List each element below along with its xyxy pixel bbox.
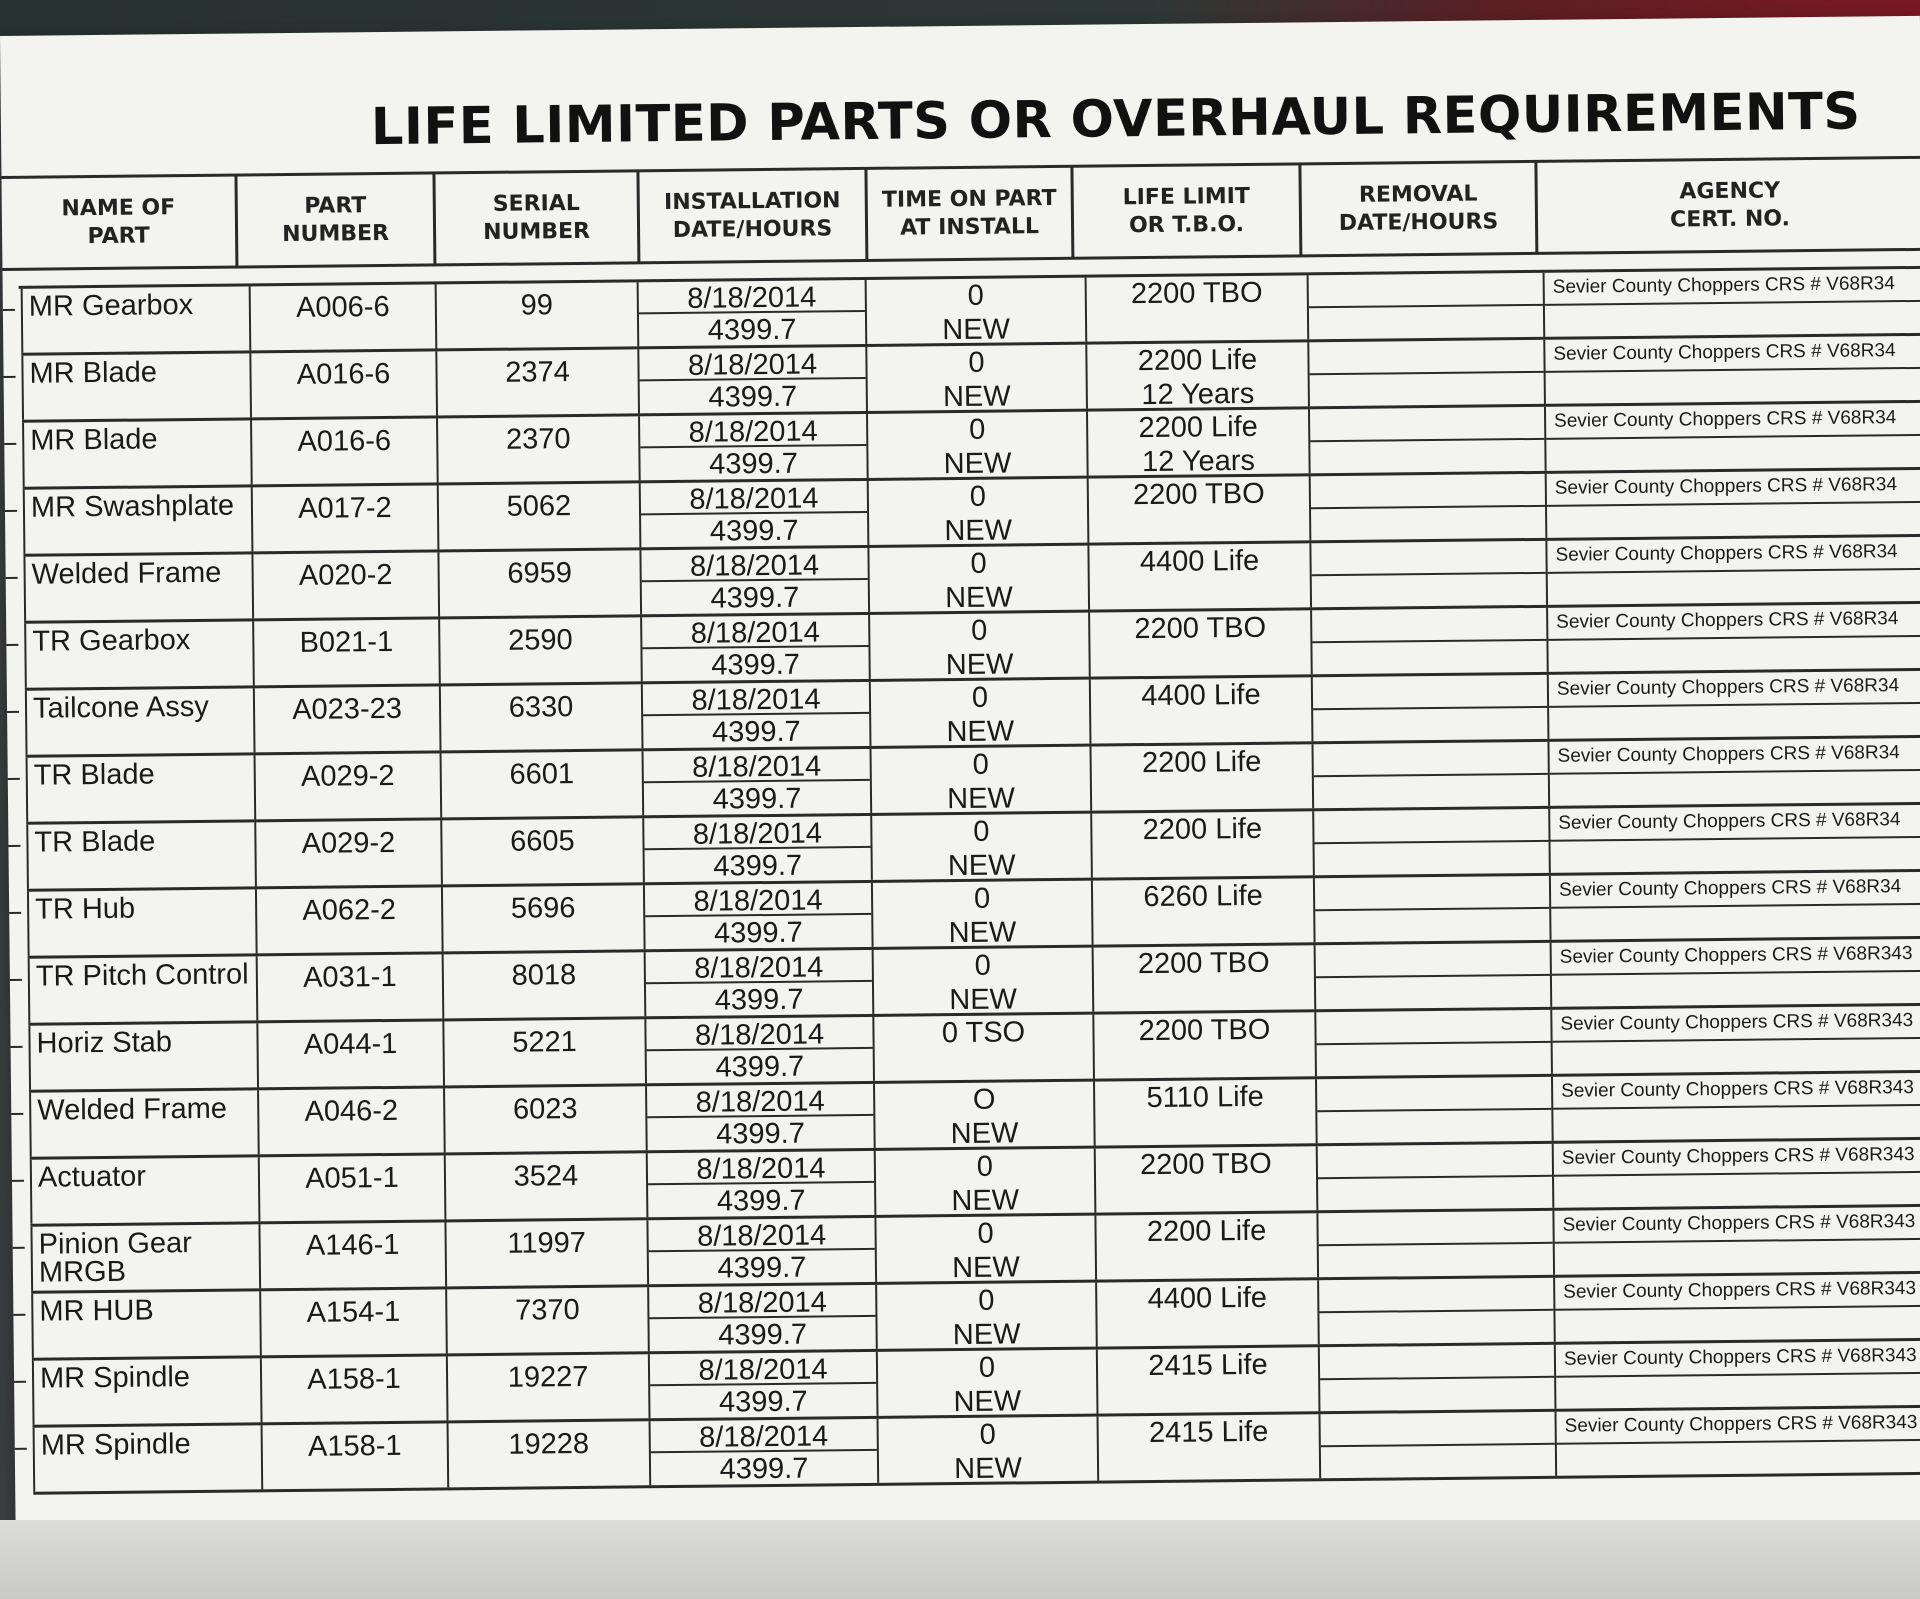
installation-date: 8/18/2014 <box>639 280 865 314</box>
removal-divider-line <box>1314 773 1548 777</box>
installation-date: 8/18/2014 <box>651 1419 877 1453</box>
page-title: LIFE LIMITED PARTS OR OVERHAUL REQUIREMENTS <box>370 82 1861 158</box>
installation-date: 8/18/2014 <box>647 1084 873 1118</box>
part-number-cell: A016-6 <box>250 418 437 484</box>
removal-cell <box>1316 1211 1553 1277</box>
removal-cell <box>1309 541 1546 607</box>
agency-divider-line <box>1548 568 1920 574</box>
agency-cert-text: Sevier County Choppers CRS # V68R343 <box>1561 1144 1915 1169</box>
time-on-part-cell: 0 NEW <box>869 680 1090 746</box>
serial-number-cell: 19228 <box>447 1421 650 1487</box>
part-number-cell: A023-23 <box>253 686 440 752</box>
installation-hours: 4399.7 <box>713 849 803 883</box>
header-part-number: PART NUMBER <box>237 173 436 267</box>
installation-cell <box>637 280 866 346</box>
removal-cell <box>1307 273 1544 339</box>
agency-cell <box>1543 269 1920 337</box>
life-limit-cell: 4400 Life <box>1087 543 1310 609</box>
row-tick-mark <box>11 1113 23 1115</box>
serial-number-cell: 6601 <box>440 751 643 817</box>
row-tick-mark <box>10 979 22 981</box>
agency-divider-line <box>1553 1104 1920 1110</box>
part-name-cell: MR Blade <box>22 420 251 486</box>
removal-cell <box>1311 742 1548 808</box>
life-limit-cell: 2200 TBO <box>1087 476 1310 542</box>
installation-cell <box>637 347 866 413</box>
installation-cell <box>644 1017 873 1083</box>
row-tick-mark <box>13 1314 25 1316</box>
agency-cell <box>1546 604 1920 672</box>
part-name-cell: TR Hub <box>27 889 256 955</box>
installation-cell <box>646 1218 875 1284</box>
header-agency-cert-no: AGENCY CERT. NO. <box>1669 178 1791 233</box>
agency-cert-text: Sevier County Choppers CRS # V68R34 <box>1556 608 1899 633</box>
installation-cell <box>642 749 871 815</box>
agency-cell <box>1551 1073 1920 1141</box>
installation-hours: 4399.7 <box>712 782 802 816</box>
part-number-cell: A062-2 <box>255 887 442 953</box>
installation-hours: 4399.7 <box>707 313 797 347</box>
agency-divider-line <box>1555 1305 1920 1311</box>
serial-number-cell: 5062 <box>437 483 640 549</box>
part-name-cell: MR Gearbox <box>21 286 250 352</box>
serial-number-cell: 6605 <box>440 818 643 884</box>
life-limit-cell: 2200 Life <box>1090 811 1313 877</box>
part-number-cell: A044-1 <box>256 1021 443 1087</box>
time-on-part-cell: 0 NEW <box>876 1350 1097 1416</box>
agency-divider-line <box>1549 702 1920 708</box>
agency-divider-line <box>1551 903 1920 909</box>
agency-cell <box>1547 738 1920 806</box>
life-limit-cell: 5110 Life <box>1093 1079 1316 1145</box>
part-name-cell: TR Blade <box>26 755 255 821</box>
agency-cert-text: Sevier County Choppers CRS # V68R343 <box>1563 1278 1917 1303</box>
installation-date: 8/18/2014 <box>646 950 872 984</box>
agency-divider-line <box>1548 635 1920 641</box>
agency-divider-line <box>1553 1037 1920 1043</box>
installation-hours: 4399.7 <box>716 1117 806 1151</box>
installation-cell <box>639 548 868 614</box>
agency-cell <box>1548 805 1920 873</box>
removal-divider-line <box>1312 639 1546 643</box>
row-tick-mark <box>8 845 20 847</box>
installation-cell <box>647 1285 876 1351</box>
serial-number-cell: 2370 <box>436 416 639 482</box>
installation-date: 8/18/2014 <box>641 481 867 515</box>
agency-cell <box>1550 939 1920 1007</box>
agency-divider-line <box>1554 1171 1920 1177</box>
time-on-part-cell: 0 NEW <box>868 613 1089 679</box>
part-number-cell: A029-2 <box>254 820 441 886</box>
time-on-part-cell: 0 NEW <box>865 278 1086 344</box>
removal-divider-line <box>1317 1041 1551 1045</box>
part-name-cell: Welded Frame <box>23 554 252 620</box>
part-number-cell: A154-1 <box>259 1289 446 1355</box>
life-limit-cell: 2200 TBO <box>1085 275 1308 341</box>
removal-cell <box>1314 1010 1551 1076</box>
header-removal-date-hours: REMOVAL DATE/HOURS <box>1301 162 1538 256</box>
installation-cell <box>639 481 868 547</box>
time-on-part-cell: 0 NEW <box>870 814 1091 880</box>
row-tick-mark <box>9 912 21 914</box>
removal-cell <box>1314 943 1551 1009</box>
header-name-of-part: NAME OF PART <box>1 176 238 270</box>
part-name-cell: TR Pitch Control <box>28 956 257 1022</box>
serial-number-cell: 2590 <box>438 617 641 683</box>
serial-number-cell: 3524 <box>444 1153 647 1219</box>
agency-divider-line <box>1551 836 1920 842</box>
life-limit-cell: 2200 Life 12 Years <box>1085 342 1308 408</box>
agency-cell <box>1552 1207 1920 1275</box>
agency-cert-text: Sevier County Choppers CRS # V68R34 <box>1556 675 1900 700</box>
row-tick-mark <box>7 711 19 713</box>
part-name-cell: Welded Frame <box>29 1090 258 1156</box>
life-limit-cell: 2200 TBO <box>1094 1146 1317 1212</box>
part-number-cell: B021-1 <box>252 619 439 685</box>
installation-hours: 4399.7 <box>717 1251 807 1285</box>
installation-date: 8/18/2014 <box>646 1017 872 1051</box>
serial-number-cell: 7370 <box>445 1287 648 1353</box>
removal-divider-line <box>1311 505 1545 509</box>
life-limit-cell: 4400 Life <box>1095 1280 1318 1346</box>
part-name-cell: MR Swashplate <box>23 487 252 553</box>
agency-cell <box>1554 1341 1920 1409</box>
life-limit-cell: 2200 TBO <box>1092 945 1315 1011</box>
row-tick-mark <box>14 1381 26 1383</box>
removal-divider-line <box>1316 974 1550 978</box>
installation-hours: 4399.7 <box>709 514 799 548</box>
logbook-page <box>0 16 1920 1596</box>
serial-number-cell: 6959 <box>437 550 640 616</box>
time-on-part-cell: O NEW <box>873 1082 1094 1148</box>
part-number-cell: A031-1 <box>256 954 443 1020</box>
row-tick-mark <box>3 309 15 311</box>
agency-cert-text: Sevier County Choppers CRS # V68R34 <box>1558 876 1902 901</box>
serial-number-cell: 6330 <box>439 684 642 750</box>
agency-cell <box>1545 470 1920 538</box>
agency-cert-text: Sevier County Choppers CRS # V68R343 <box>1564 1411 1918 1437</box>
installation-hours: 4399.7 <box>719 1452 809 1486</box>
part-number-cell: A046-2 <box>257 1088 444 1154</box>
agency-divider-line <box>1556 1372 1920 1378</box>
installation-date: 8/18/2014 <box>649 1285 875 1319</box>
life-limit-cell: 4400 Life <box>1089 677 1312 743</box>
part-name-cell: MR Spindle <box>33 1425 262 1491</box>
removal-cell <box>1319 1412 1556 1478</box>
row-tick-mark <box>6 644 18 646</box>
part-name-cell: Actuator <box>30 1157 259 1223</box>
removal-cell <box>1308 407 1545 473</box>
removal-divider-line <box>1317 1108 1551 1112</box>
installation-hours: 4399.7 <box>711 648 801 682</box>
header-life-limit: LIFE LIMIT OR T.B.O. <box>1073 164 1302 258</box>
part-name-cell: MR Spindle <box>32 1358 261 1424</box>
installation-cell <box>648 1352 877 1418</box>
removal-cell <box>1318 1345 1555 1411</box>
time-on-part-cell: 0 NEW <box>871 881 1092 947</box>
row-tick-mark <box>4 443 16 445</box>
life-limit-cell: 2200 Life <box>1094 1213 1317 1279</box>
removal-divider-line <box>1315 907 1549 911</box>
removal-cell <box>1313 876 1550 942</box>
removal-cell <box>1316 1144 1553 1210</box>
life-limit-cell: 2200 TBO <box>1088 610 1311 676</box>
part-name-cell: TR Gearbox <box>24 621 253 687</box>
time-on-part-cell: 0 TSO <box>872 1015 1093 1081</box>
time-on-part-cell: 0 NEW <box>875 1283 1096 1349</box>
part-name-cell: MR HUB <box>31 1291 260 1357</box>
agency-divider-line <box>1557 1439 1920 1445</box>
serial-number-cell: 2374 <box>435 349 638 415</box>
time-on-part-cell: 0 NEW <box>877 1417 1098 1483</box>
removal-divider-line <box>1310 438 1544 442</box>
removal-cell <box>1307 340 1544 406</box>
installation-hours: 4399.7 <box>714 983 804 1017</box>
agency-cell <box>1553 1274 1920 1342</box>
agency-cert-text: Sevier County Choppers CRS # V68R34 <box>1555 541 1898 566</box>
agency-cert-text: Sevier County Choppers CRS # V68R343 <box>1561 1077 1914 1102</box>
installation-hours: 4399.7 <box>711 715 801 749</box>
installation-hours: 4399.7 <box>718 1318 808 1352</box>
part-number-cell: A029-2 <box>254 753 441 819</box>
serial-number-cell: 5221 <box>442 1019 645 1085</box>
removal-cell <box>1317 1278 1554 1344</box>
part-number-cell: A017-2 <box>251 485 438 551</box>
agency-cert-text: Sevier County Choppers CRS # V68R343 <box>1563 1345 1917 1370</box>
life-limit-cell: 2200 Life <box>1090 744 1313 810</box>
installation-date: 8/18/2014 <box>644 749 870 783</box>
time-on-part-cell: 0 NEW <box>867 546 1088 612</box>
serial-number-cell: 11997 <box>444 1220 647 1286</box>
serial-number-cell: 8018 <box>442 952 645 1018</box>
agency-cell <box>1549 872 1920 940</box>
installation-hours: 4399.7 <box>710 581 800 615</box>
installation-cell <box>642 816 871 882</box>
agency-cell <box>1552 1140 1920 1208</box>
time-on-part-cell: 0 NEW <box>866 412 1087 478</box>
row-tick-mark <box>8 778 20 780</box>
life-limit-cell: 2200 Life 12 Years <box>1086 409 1309 475</box>
agency-divider-line <box>1547 501 1920 507</box>
installation-cell <box>638 414 867 480</box>
removal-divider-line <box>1310 371 1544 375</box>
agency-cert-text: Sevier County Choppers CRS # V68R343 <box>1560 1010 1914 1035</box>
removal-cell <box>1309 474 1546 540</box>
header-time-on-part: TIME ON PART AT INSTALL <box>867 167 1074 261</box>
installation-date: 8/18/2014 <box>643 682 869 716</box>
part-number-cell: A146-1 <box>258 1222 445 1288</box>
agency-cert-text: Sevier County Choppers CRS # V68R34 <box>1553 340 1896 365</box>
time-on-part-cell: 0 NEW <box>874 1216 1095 1282</box>
row-tick-mark <box>4 376 16 378</box>
installation-hours: 4399.7 <box>715 1050 805 1084</box>
agency-cert-text: Sevier County Choppers CRS # V68R34 <box>1552 273 1895 298</box>
agency-cert-text: Sevier County Choppers CRS # V68R34 <box>1554 474 1898 499</box>
agency-cert-text: Sevier County Choppers CRS # V68R34 <box>1554 407 1897 432</box>
installation-date: 8/18/2014 <box>650 1352 876 1386</box>
agency-divider-line <box>1546 434 1920 440</box>
removal-divider-line <box>1319 1309 1553 1313</box>
header-installation-date-hours: INSTALLATION DATE/HOURS <box>639 169 868 263</box>
part-number-cell: A051-1 <box>258 1155 445 1221</box>
row-tick-mark <box>11 1046 23 1048</box>
removal-divider-line <box>1315 840 1549 844</box>
life-limit-cell: 2415 Life <box>1097 1414 1320 1480</box>
installation-date: 8/18/2014 <box>640 414 866 448</box>
part-name-cell: Tailcone Assy <box>25 688 254 754</box>
removal-divider-line <box>1320 1376 1554 1380</box>
installation-hours: 4399.7 <box>708 380 798 414</box>
agency-cert-text: Sevier County Choppers CRS # V68R34 <box>1557 742 1900 767</box>
agency-cert-text: Sevier County Choppers CRS # V68R343 <box>1559 943 1913 968</box>
time-on-part-cell: 0 NEW <box>865 345 1086 411</box>
installation-hours: 4399.7 <box>718 1385 808 1419</box>
serial-number-cell: 99 <box>435 282 638 348</box>
life-limit-cell: 6260 Life <box>1091 878 1314 944</box>
row-tick-mark <box>6 577 18 579</box>
installation-cell <box>644 950 873 1016</box>
removal-divider-line <box>1321 1443 1555 1447</box>
installation-date: 8/18/2014 <box>648 1218 874 1252</box>
row-tick-mark <box>15 1448 27 1450</box>
removal-divider-line <box>1313 706 1547 710</box>
part-number-cell: A158-1 <box>260 1356 447 1422</box>
removal-cell <box>1311 675 1548 741</box>
installation-date: 8/18/2014 <box>644 816 870 850</box>
agency-cert-text: Sevier County Choppers CRS # V68R34 <box>1558 809 1901 834</box>
life-limit-cell: 2415 Life <box>1096 1347 1319 1413</box>
removal-cell <box>1310 608 1547 674</box>
agency-cert-text: Sevier County Choppers CRS # V68R343 <box>1562 1211 1916 1236</box>
agency-cell <box>1554 1408 1920 1476</box>
agency-cell <box>1544 403 1920 471</box>
removal-divider-line <box>1318 1175 1552 1179</box>
removal-cell <box>1312 809 1549 875</box>
part-number-cell: A006-6 <box>249 284 436 350</box>
agency-divider-line <box>1555 1238 1920 1244</box>
part-number-cell: A158-1 <box>261 1423 448 1489</box>
row-tick-mark <box>13 1247 25 1249</box>
removal-divider-line <box>1309 304 1543 308</box>
time-on-part-cell: 0 NEW <box>870 747 1091 813</box>
removal-divider-line <box>1319 1242 1553 1246</box>
agency-divider-line <box>1550 769 1920 775</box>
row-tick-mark <box>5 510 17 512</box>
agency-cell <box>1547 671 1920 739</box>
time-on-part-cell: 0 NEW <box>872 948 1093 1014</box>
installation-cell <box>641 682 870 748</box>
agency-cell <box>1543 336 1920 404</box>
life-limit-cell: 2200 TBO <box>1092 1012 1315 1078</box>
time-on-part-cell: 0 NEW <box>867 479 1088 545</box>
installation-cell <box>640 615 869 681</box>
part-name-cell: TR Blade <box>26 822 255 888</box>
time-on-part-cell: 0 NEW <box>874 1149 1095 1215</box>
installation-cell <box>649 1419 878 1485</box>
installation-date: 8/18/2014 <box>641 548 867 582</box>
serial-number-cell: 19227 <box>446 1354 649 1420</box>
header-serial-number: SERIAL NUMBER <box>435 171 640 265</box>
installation-hours: 4399.7 <box>716 1184 806 1218</box>
agency-divider-line <box>1552 970 1920 976</box>
part-name-cell: Horiz Stab <box>28 1023 257 1089</box>
row-tick-mark <box>12 1180 24 1182</box>
serial-number-cell: 6023 <box>443 1086 646 1152</box>
installation-cell <box>643 883 872 949</box>
removal-divider-line <box>1312 572 1546 576</box>
installation-hours: 4399.7 <box>713 916 803 950</box>
installation-date: 8/18/2014 <box>639 347 865 381</box>
page-edge-shadow <box>0 1520 1920 1599</box>
installation-date: 8/18/2014 <box>648 1151 874 1185</box>
installation-cell <box>645 1084 874 1150</box>
agency-cell <box>1545 537 1920 605</box>
serial-number-cell: 5696 <box>441 885 644 951</box>
part-number-cell: A016-6 <box>249 351 436 417</box>
agency-cell <box>1550 1006 1920 1074</box>
agency-divider-line <box>1546 367 1920 373</box>
part-number-cell: A020-2 <box>251 552 438 618</box>
removal-cell <box>1315 1077 1552 1143</box>
part-name-cell: MR Blade <box>21 353 250 419</box>
installation-cell <box>646 1151 875 1217</box>
installation-date: 8/18/2014 <box>642 615 868 649</box>
agency-divider-line <box>1545 300 1920 306</box>
part-name-cell: Pinion Gear MRGB <box>30 1224 259 1290</box>
installation-hours: 4399.7 <box>709 447 799 481</box>
installation-date: 8/18/2014 <box>645 883 871 917</box>
